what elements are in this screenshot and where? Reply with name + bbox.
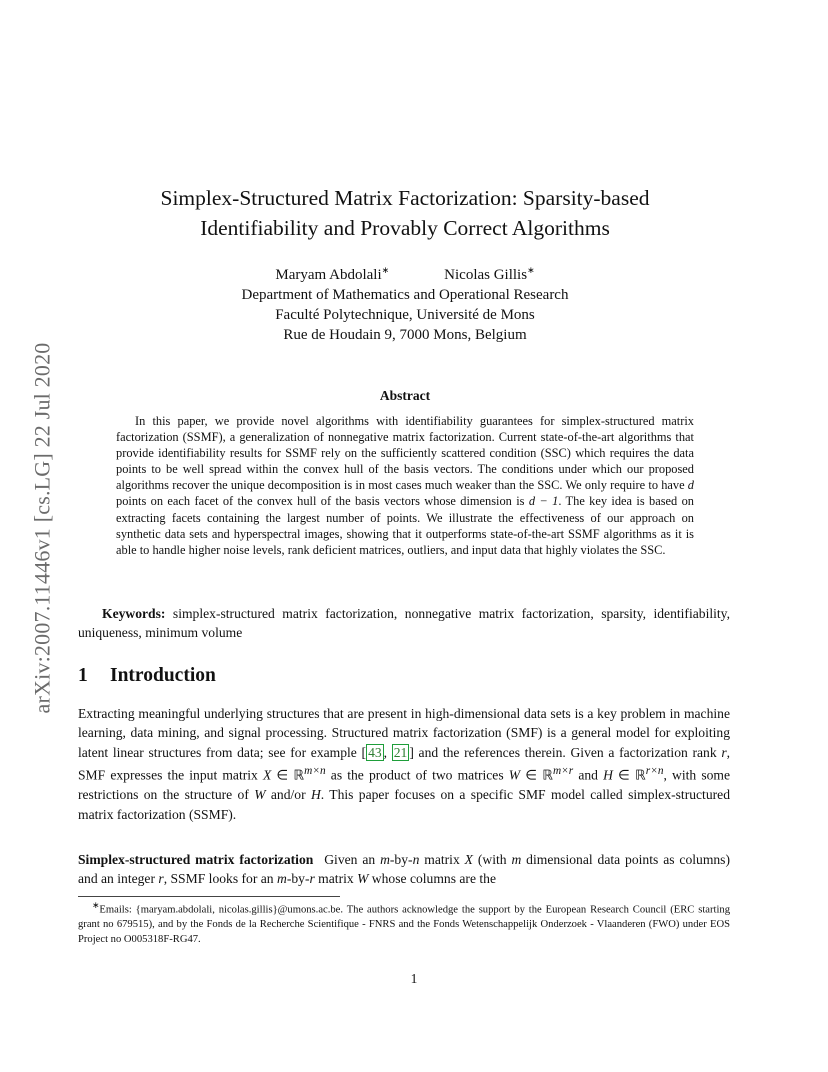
affiliation-line-2: Faculté Polytechnique, Université de Mons xyxy=(275,307,535,323)
author-2: Nicolas Gillis∗ xyxy=(444,265,535,283)
affiliation-line-3: Rue de Houdain 9, 7000 Mons, Belgium xyxy=(283,327,527,343)
footnote-rule xyxy=(78,896,340,897)
citation-link-43[interactable]: 43 xyxy=(368,744,382,760)
section-number: 1 xyxy=(78,665,88,686)
section-title: Introduction xyxy=(110,665,216,686)
title-line-1: Simplex-Structured Matrix Factorization: Sparsity-based xyxy=(160,186,650,210)
abstract-heading: Abstract xyxy=(379,388,431,403)
section-heading-introduction xyxy=(78,665,216,687)
keywords-label: Keywords: xyxy=(102,606,166,621)
title-line-2: Identifiability and Provably Correct Algorithms xyxy=(200,216,610,240)
paragraph-heading: Simplex-structured matrix factorization xyxy=(78,852,314,867)
page-number: 1 xyxy=(410,971,418,986)
keywords-text: simplex-structured matrix factorization, nonnegative matrix factorization, sparsity, identifiability, uniqueness, minimum volume xyxy=(78,606,730,640)
author-block xyxy=(100,260,710,345)
introduction-paragraph: Extracting meaningful underlying structures that are present in high-dimensional data sets is a key problem in machine learning, data mining, and signal processing. Structured matrix factorization (SMF) is a general model for exploiting latent linear structures from data; see for example [ 43 , 21 ] and the references therein. Given a factorization rank r, SMF expresses the input matrix X ∈ ℝ$^{m\times n}$ as the product of two matrices W ∈ ℝ$^{m\times r}$ and H ∈ ℝ$^{r\times n}$, with some restrictions on the structure of W and/or H. This paper focuses on a specific SMF model called simplex-structured matrix factorization (SSMF). xyxy=(78,706,731,822)
affiliation xyxy=(100,285,710,345)
footnote: ∗Emails: {maryam.abdolali, nicolas.gillis}@umons.ac.be. The authors acknowledge the support by the European Research Council (ERC starting grant no 679515), and by the Fonds de la Recherche Scientifique - FNRS and the Fonds Wetenschappelijk Onderzoek - Vlaanderen (FWO) under EOS Project no O005318F-RG47. xyxy=(78,900,730,945)
abstract-text: In this paper, we provide novel algorithms with identifiability guarantees for simplex-structured matrix factorization (SSMF), a generalization of nonnegative matrix factorization. Current state-of-the-art algorithms that provide identifiability results for SSMF rely on the sufficiently scattered condition (SSC) which requires the data points to be well spread within the convex hull of the basis vectors. The conditions under which our proposed algorithms recover the unique decomposition is in most cases much weaker than the SSC. We only require to have d points on each facet of the convex hull of the basis vectors whose dimension is d − 1. The key idea is based on extracting facets containing the largest number of points. We illustrate the effectiveness of our approach on synthetic data sets and hyperspectral images, showing that it outperforms state-of-the-art SSMF algorithms as it is able to handle higher noise levels, rank deficient matrices, outliers, and input data that highly violates the SSC. xyxy=(116,414,694,557)
arxiv-sidebar xyxy=(24,296,60,760)
ssmf-paragraph: Simplex-structured matrix factorization Given an m-by-n matrix X (with m dimensional data points as columns) and an integer r, SSMF looks for an m-by-r matrix W whose columns are the xyxy=(78,852,731,887)
keywords xyxy=(78,604,730,642)
author-names xyxy=(100,260,710,285)
arxiv-identifier: arXiv:2007.11446v1 [cs.LG] 22 Jul 2020 xyxy=(29,342,54,714)
author-1: Maryam Abdolali∗ xyxy=(275,265,390,283)
citation-link-21[interactable]: 21 xyxy=(393,744,408,760)
affiliation-line-1: Department of Mathematics and Operational Research xyxy=(241,287,569,303)
paper-title xyxy=(100,183,710,243)
